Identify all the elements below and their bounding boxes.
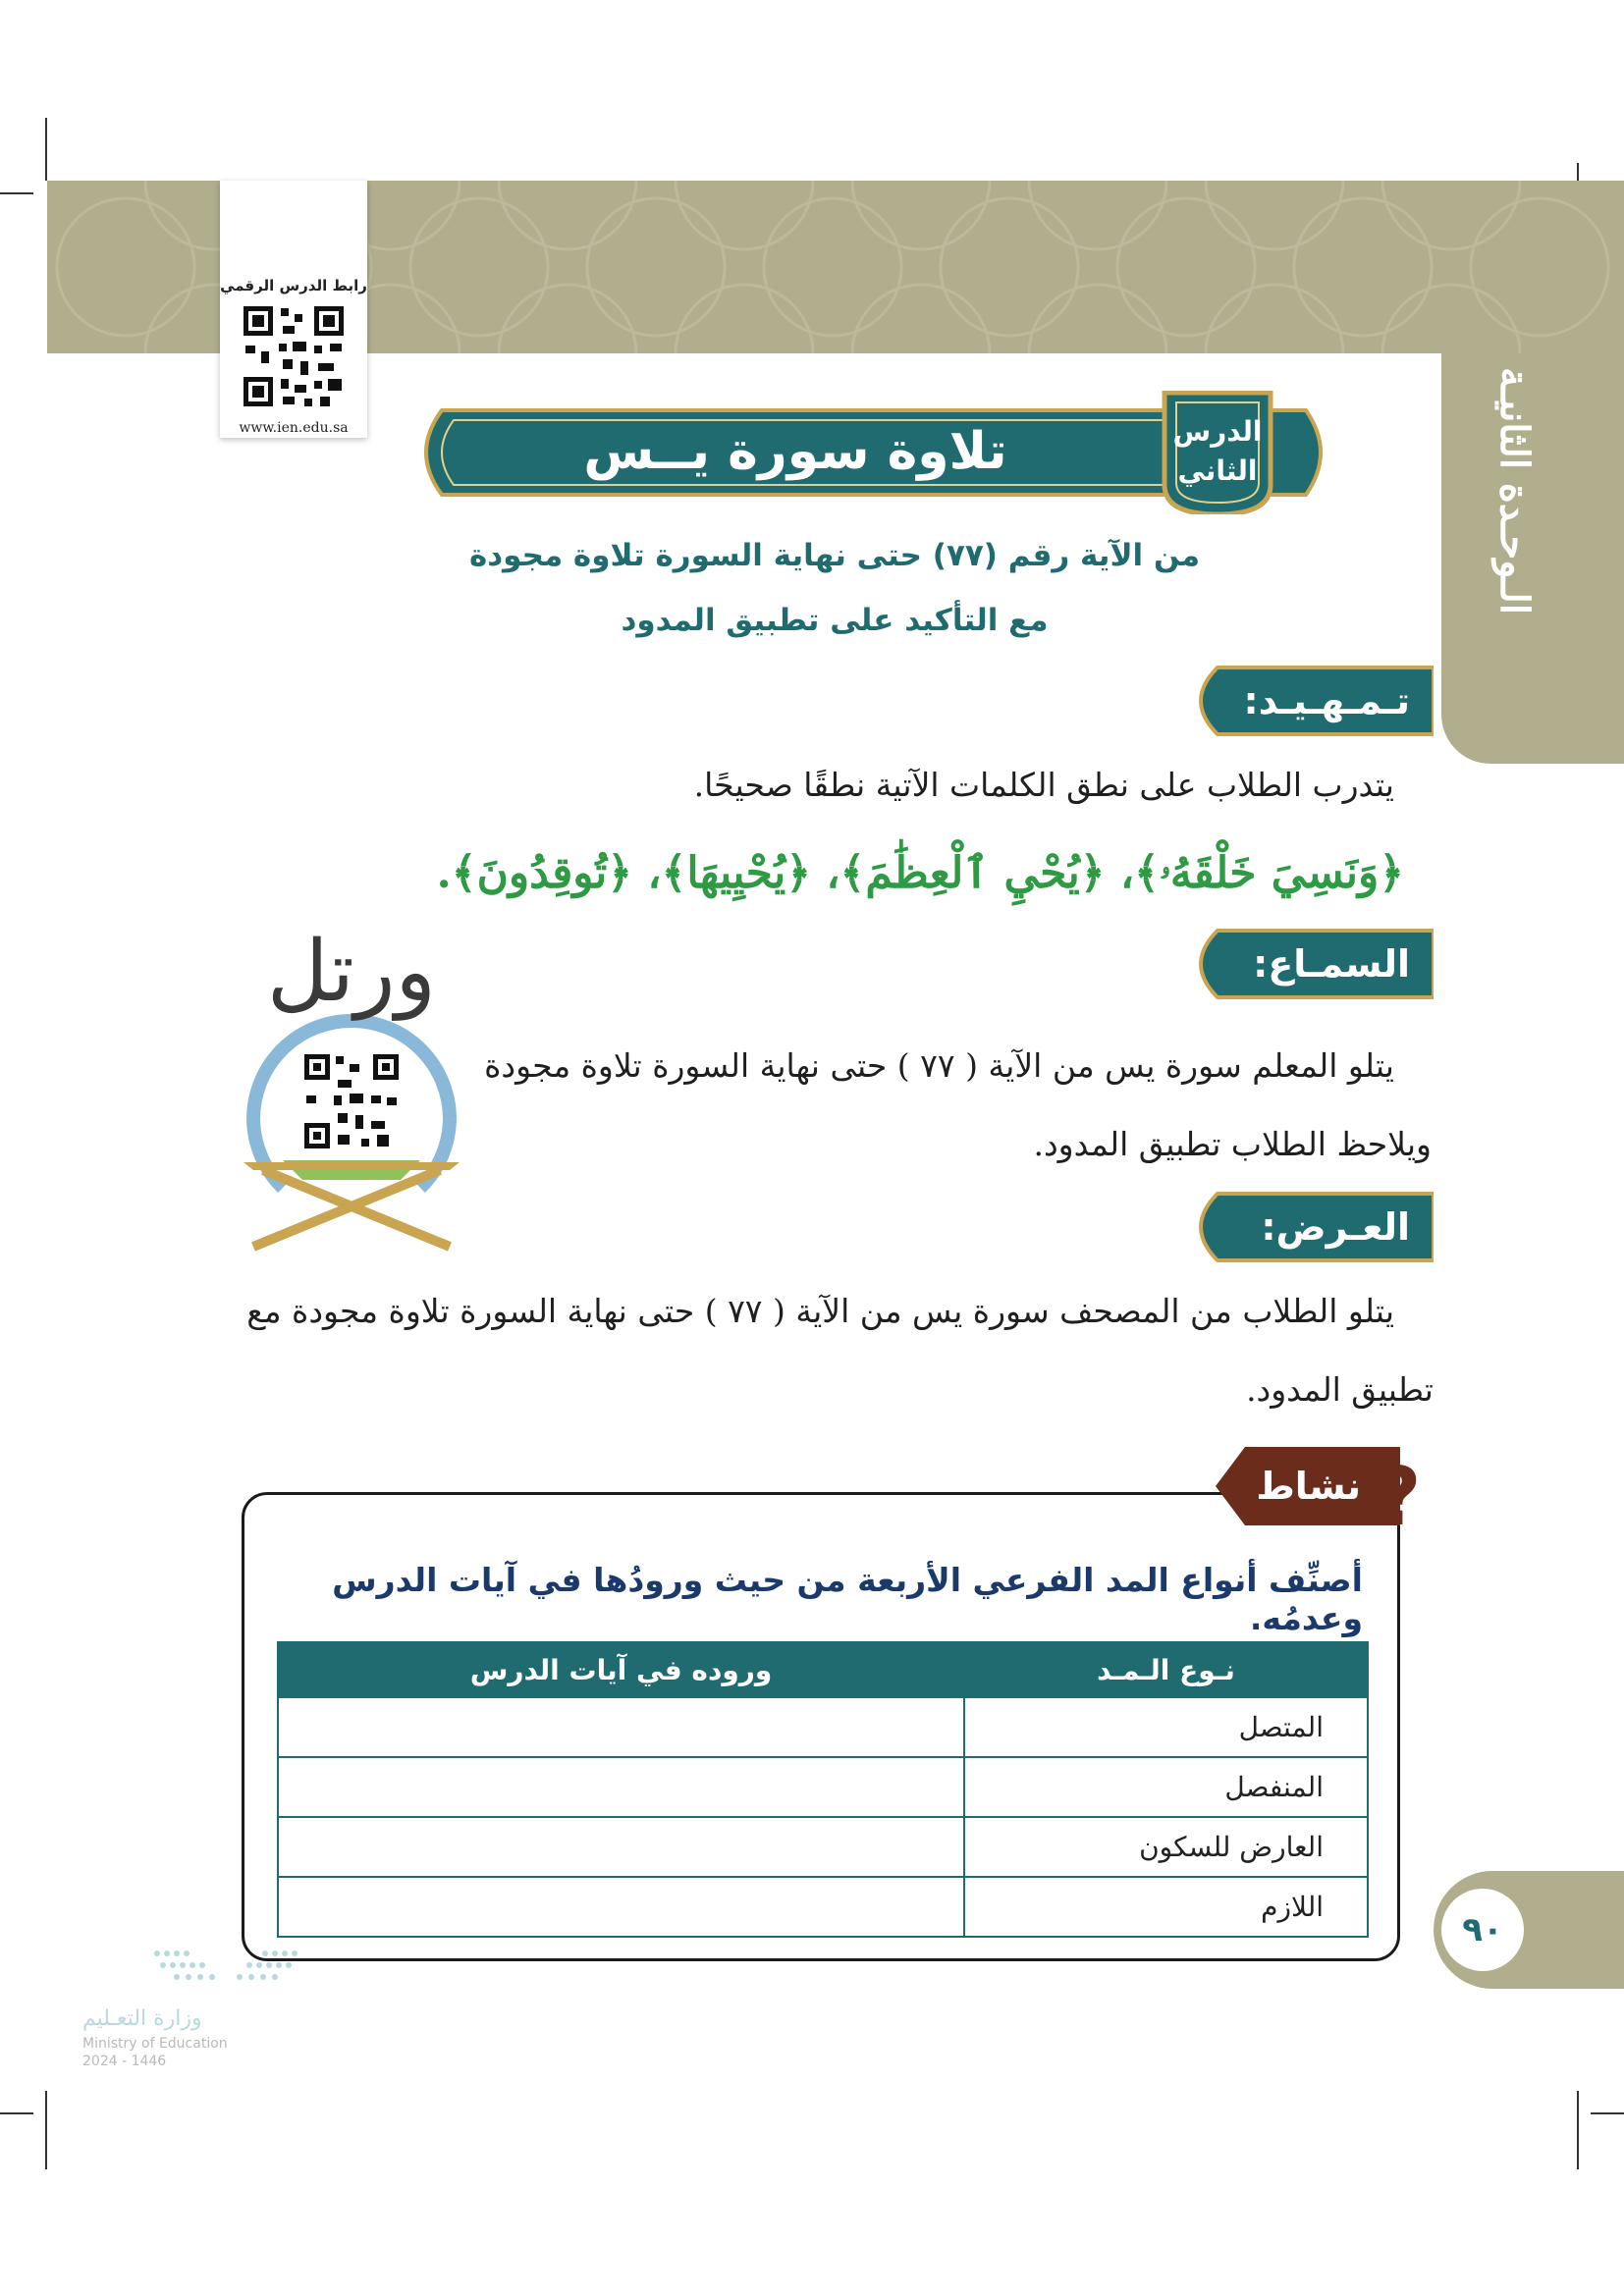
- answer-cell[interactable]: [278, 1697, 964, 1757]
- digital-lesson-card[interactable]: [220, 181, 367, 438]
- presentation-line1: يتلو الطلاب من المصحف سورة يس من الآية ( ٧٧ ) حتى نهاية السورة تلاوة مجودة مع: [246, 1292, 1394, 1330]
- lesson-badge-line1: الدرس: [1172, 415, 1263, 448]
- answer-cell[interactable]: [278, 1817, 964, 1877]
- crop-mark: [45, 118, 47, 181]
- crop-mark: [1577, 2091, 1579, 2169]
- table-row: [278, 1757, 1368, 1817]
- answer-cell[interactable]: [278, 1757, 964, 1817]
- table-cell: العارض للسكون: [964, 1817, 1368, 1877]
- unit-label: الـوحـدة الثانيـة: [1491, 367, 1538, 614]
- table-row: [278, 1877, 1368, 1937]
- presentation-line2: تطبيق المدود.: [1246, 1370, 1434, 1409]
- activity-instruction: أصنِّف أنواع المد الفرعي الأربعة من حيث ورودُها في آيات الدرس وعدمُه.: [332, 1561, 1363, 1637]
- verse-word: تُوقِدُونَ: [476, 848, 608, 898]
- intro-text: يتدرب الطلاب على نطق الكلمات الآتية نطقًا صحيحًا.: [693, 766, 1394, 804]
- recite-logo[interactable]: [224, 903, 479, 1256]
- activity-table: [277, 1641, 1369, 1938]
- verse-word: يُحْيِيهَا: [686, 848, 786, 898]
- table-header: نـوع الـمـد: [964, 1642, 1368, 1697]
- listening-heading-label: السمـاع:: [1253, 942, 1410, 986]
- table-cell: المنفصل: [964, 1757, 1368, 1817]
- lesson-subtitle-line2: مع التأكيد على تطبيق المدود: [621, 603, 1049, 638]
- answer-cell[interactable]: [278, 1877, 964, 1937]
- table-header-row: [278, 1642, 1368, 1697]
- ministry-name-ar: وزارة التعـليم: [82, 2006, 202, 2031]
- ministry-name-en: Ministry of Education: [82, 2036, 228, 2052]
- verse-words: ﴿وَنَسِيَ خَلْقَهُۥ﴾، ﴿يُحْيِ ٱلْعِظَٰمَ﴾، ﴿يُحْيِيهَا﴾، ﴿تُوقِدُونَ﴾.: [436, 848, 1404, 898]
- activity-label: نشاط: [1256, 1465, 1361, 1508]
- qr-code-icon[interactable]: [240, 302, 348, 410]
- lesson-badge: [1151, 412, 1284, 491]
- verse-word: يُحْيِ ٱلْعِظَٰمَ: [865, 848, 1080, 898]
- crop-mark: [1591, 2112, 1624, 2114]
- lesson-subtitle-line1: من الآية رقم (٧٧) حتى نهاية السورة تلاوة مجودة: [468, 538, 1201, 573]
- table-header: وروده في آيات الدرس: [278, 1642, 964, 1697]
- digital-link-url[interactable]: www.ien.edu.sa: [239, 420, 349, 436]
- page-number: ٩٠: [1441, 1889, 1524, 1971]
- recite-logo-word: ورتل: [266, 923, 437, 1021]
- intro-heading: [1182, 664, 1434, 738]
- lesson-title: تلاوة سورة يــس: [583, 422, 1007, 481]
- crop-mark: [0, 192, 33, 194]
- presentation-heading: [1182, 1190, 1434, 1264]
- lesson-badge-line2: الثاني: [1177, 454, 1258, 487]
- listening-line1: يتلو المعلم سورة يس من الآية ( ٧٧ ) حتى نهاية السورة تلاوة مجودة: [484, 1046, 1394, 1085]
- question-mark-icon: ?: [1375, 1451, 1422, 1544]
- verse-word: وَنَسِيَ خَلْقَهُۥ: [1159, 848, 1380, 898]
- table-cell: المتصل: [964, 1697, 1368, 1757]
- presentation-heading-label: العـرض:: [1261, 1205, 1410, 1249]
- listening-line2: ويلاحظ الطلاب تطبيق المدود.: [1033, 1125, 1432, 1163]
- ministry-logo-icon: [147, 1948, 304, 1987]
- listening-heading: [1182, 927, 1434, 1001]
- intro-heading-label: تـمـهـيـد:: [1243, 679, 1410, 722]
- table-row: [278, 1697, 1368, 1757]
- table-row: [278, 1817, 1368, 1877]
- ministry-year: 2024 - 1446: [82, 2054, 167, 2069]
- digital-link-label: رابط الدرس الرقمي: [220, 277, 367, 294]
- table-cell: اللازم: [964, 1877, 1368, 1937]
- crop-mark: [0, 2112, 33, 2114]
- crop-mark: [45, 2091, 47, 2169]
